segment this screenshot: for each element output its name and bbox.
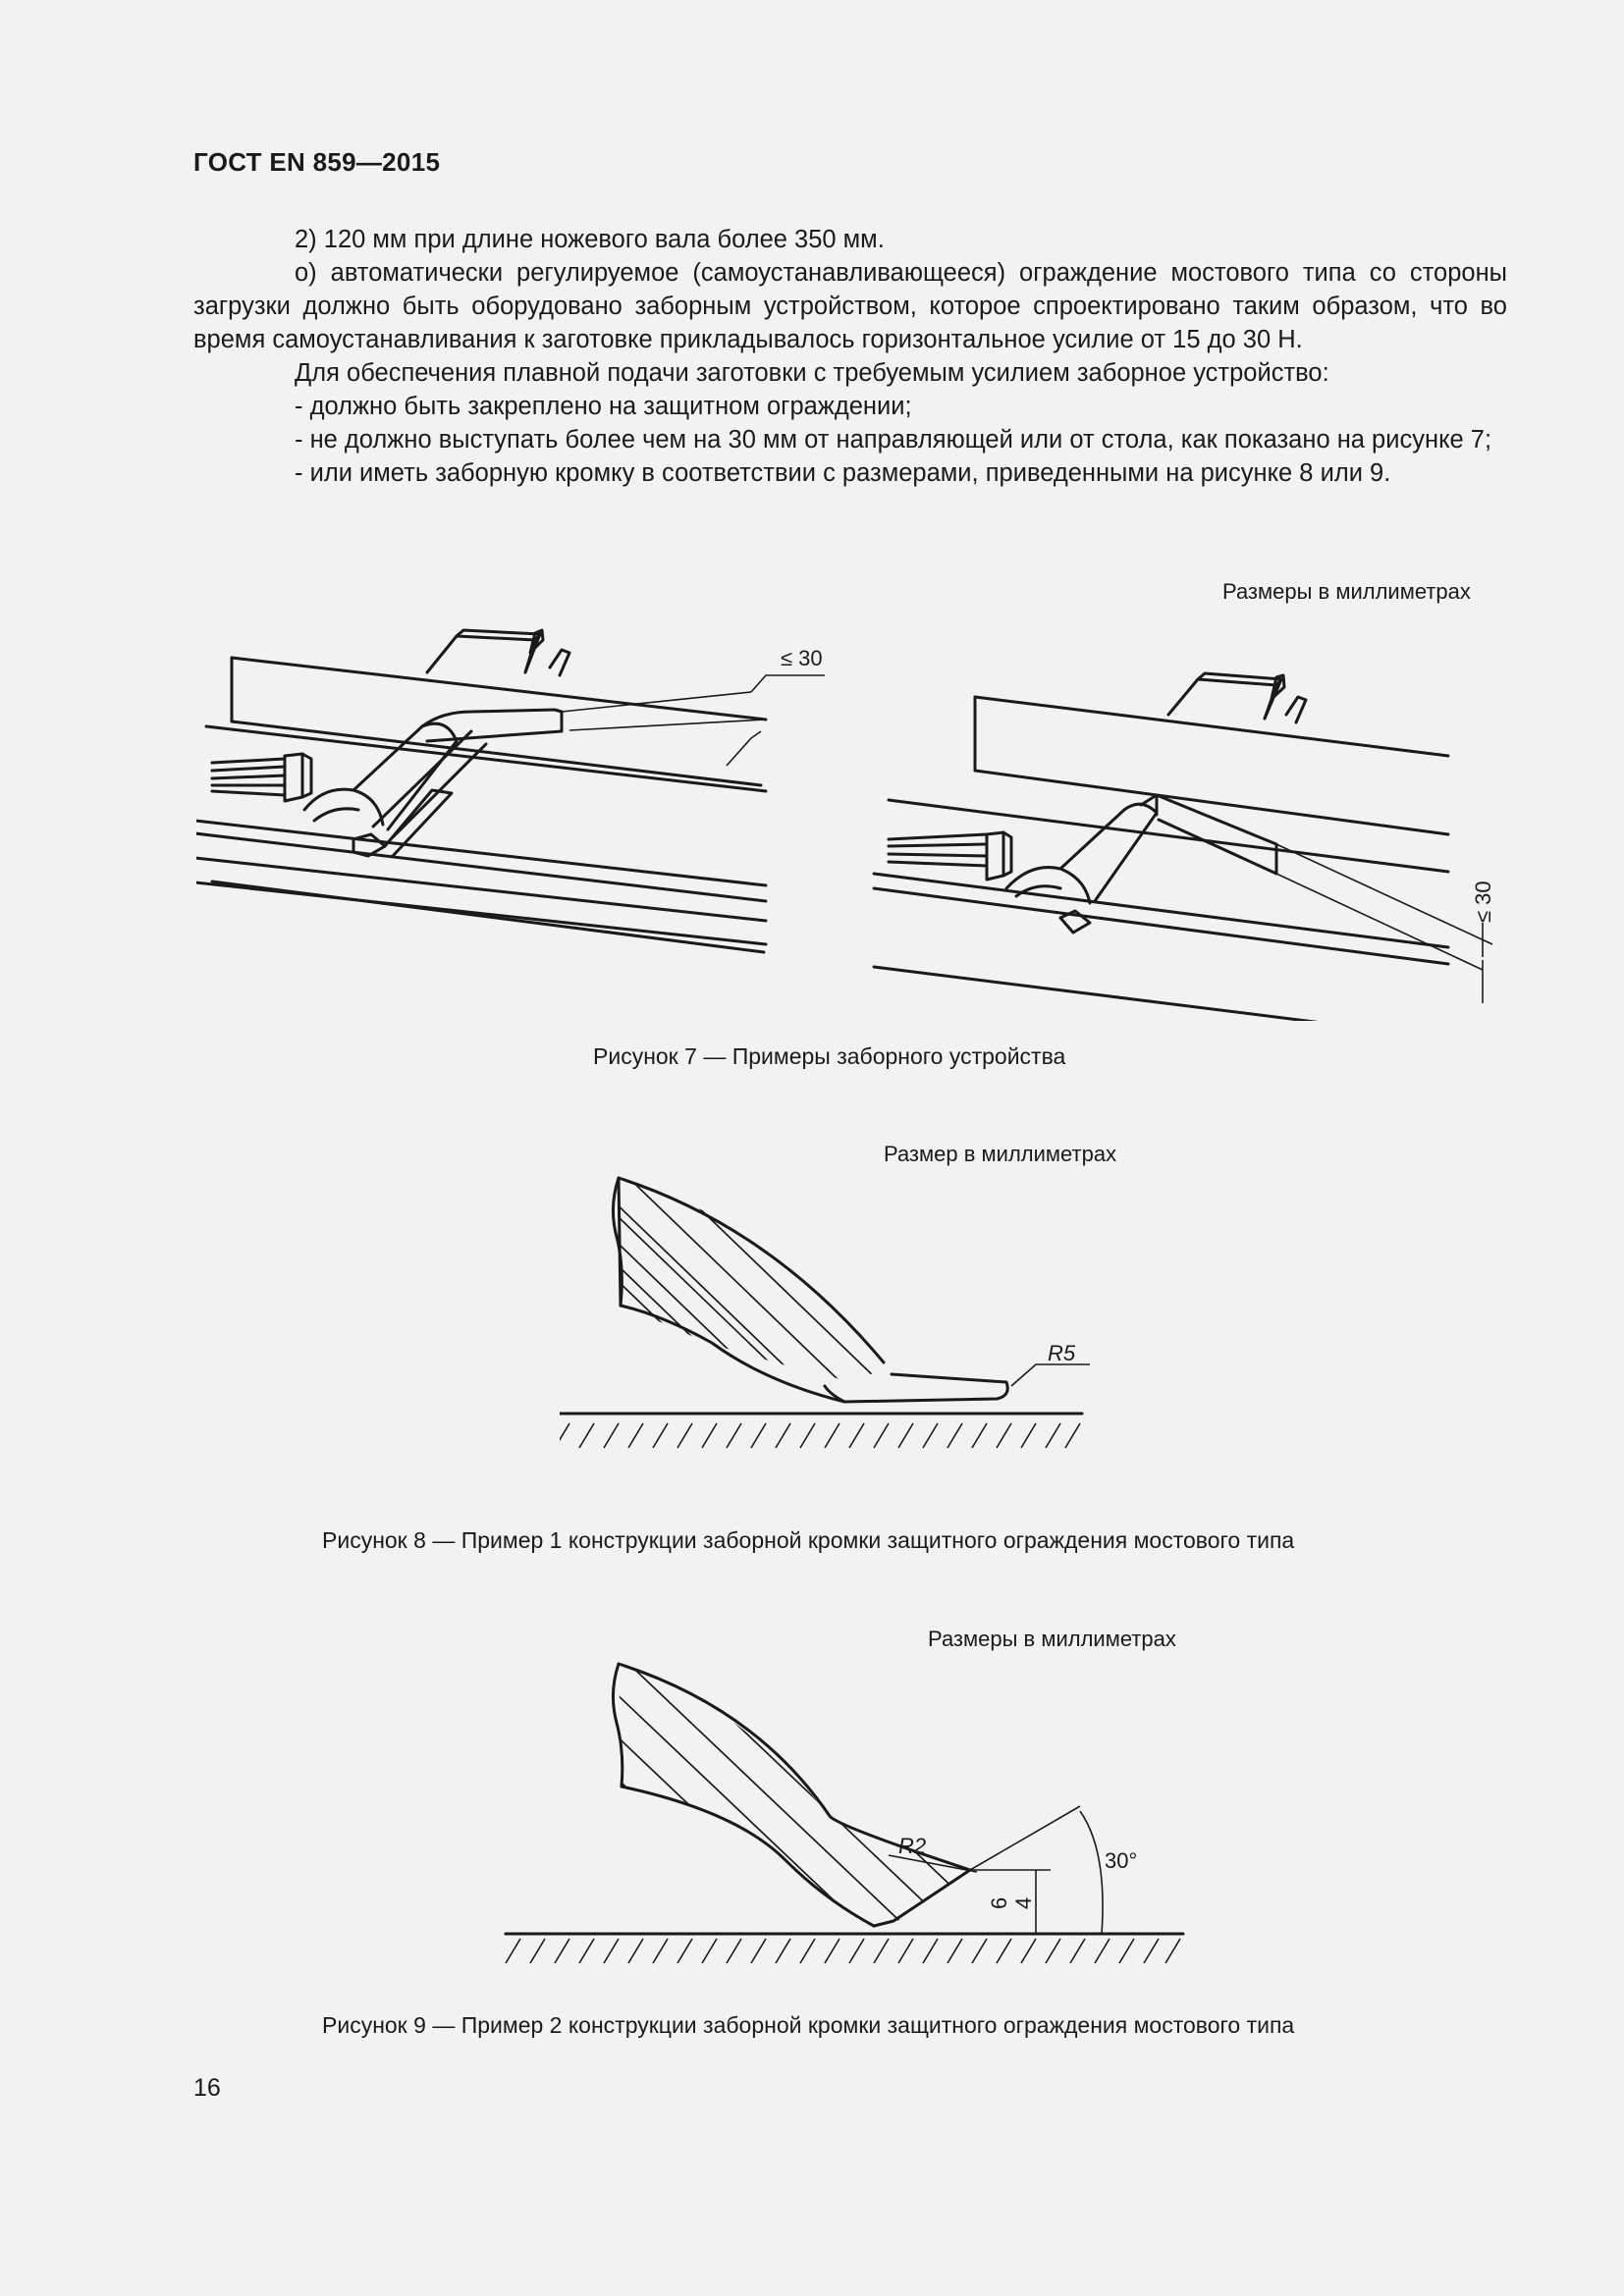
figure9-drawing xyxy=(501,1654,1188,1968)
list-item-2: 2) 120 мм при длине ножевого вала более 350 мм. xyxy=(295,226,885,253)
dim-left-label: ≤ 30 xyxy=(781,646,823,670)
item-o-paragraph: о) автоматически регулируемое (самоустанавливающееся) ограждение мостового типа со стороны загрузки должно быть оборудовано заборным устройством, которое спроектировано таким образом, что во время самоустанавливания к заготовке прикладывалось горизонтальное усилие от 15 до 30 Н. xyxy=(193,259,1507,353)
body-text xyxy=(193,223,1507,490)
figure8-drawing xyxy=(560,1168,1110,1502)
figure7-right-device xyxy=(874,673,1492,1021)
figure7-left-device xyxy=(196,630,825,952)
figure7-caption: Рисунок 7 — Примеры заборного устройства xyxy=(593,1043,1066,1069)
page-number: 16 xyxy=(193,2074,221,2102)
figure9-radius-label: R2 xyxy=(898,1834,927,1858)
figure9-caption: Рисунок 9 — Пример 2 конструкции заборной кромки защитного ограждения мостового типа xyxy=(322,2012,1295,2038)
figure8-caption: Рисунок 8 — Пример 1 конструкции заборной кромки защитного ограждения мостового типа xyxy=(322,1527,1295,1553)
dim-right-label: ≤ 30 xyxy=(1471,881,1495,923)
figure8-radius-label: R5 xyxy=(1048,1341,1076,1365)
figure7-drawing xyxy=(196,628,1532,1021)
figure7-units-note: Размеры в миллиметрах xyxy=(1222,579,1471,604)
figure9-height-b: 4 xyxy=(1011,1896,1036,1909)
document-header: ГОСТ EN 859—2015 xyxy=(193,147,441,177)
bullet-item: - должно быть закреплено на защитном ограждении; xyxy=(295,393,912,420)
bullet-item: - не должно выступать более чем на 30 мм от направляющей или от стола, как показано на рисунке 7; xyxy=(295,426,1492,454)
figure8-units-note: Размер в миллиметрах xyxy=(884,1142,1117,1166)
figure9-height-a: 6 xyxy=(987,1896,1011,1909)
bullet-item: - или иметь заборную кромку в соответствии с размерами, приведенными на рисунке 8 или 9. xyxy=(295,459,1391,487)
paragraph: Для обеспечения плавной подачи заготовки с требуемым усилием заборное устройство: xyxy=(295,359,1329,387)
figure9-units-note: Размеры в миллиметрах xyxy=(928,1627,1176,1651)
figure9-angle-label: 30° xyxy=(1105,1848,1138,1873)
